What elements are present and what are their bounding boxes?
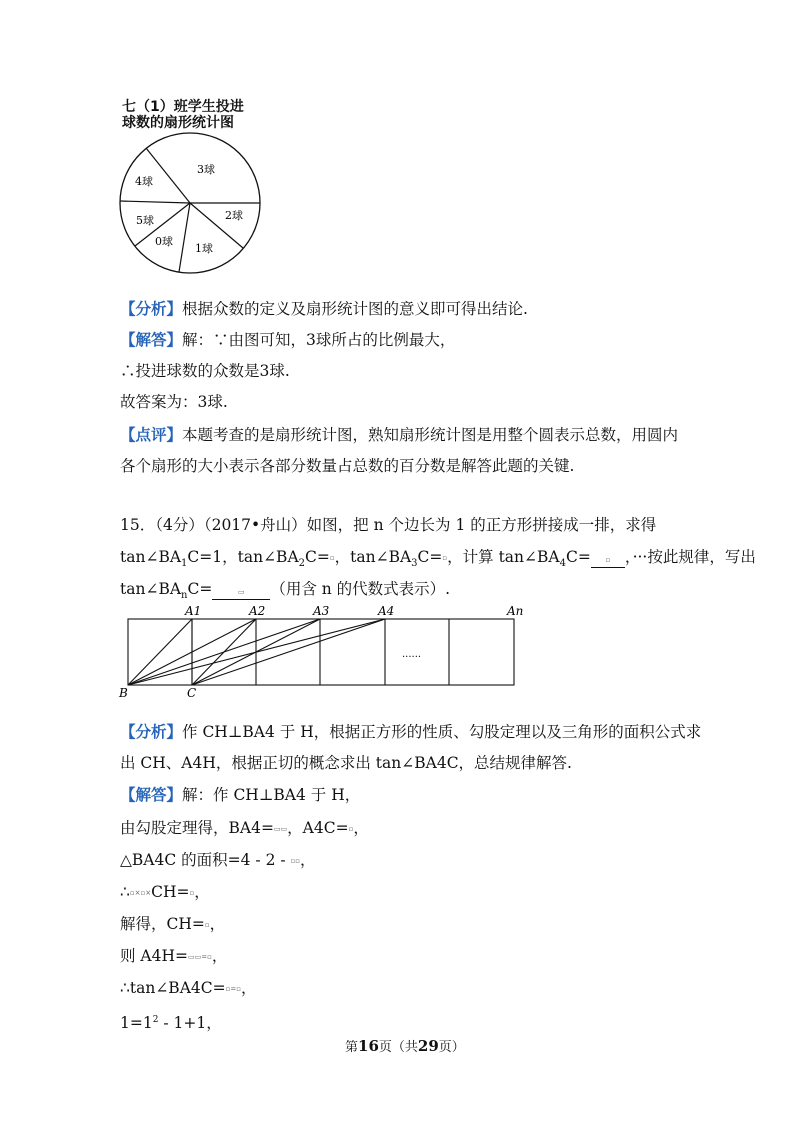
- answer-blank-2: ▭: [212, 585, 270, 601]
- q15-text: tan∠BA: [120, 548, 182, 566]
- analysis15-tag: 【分析】: [120, 722, 183, 741]
- analysis14-text: 根据众数的定义及扇形统计图的意义即可得出结论.: [182, 300, 528, 318]
- pie-divider-3: [120, 201, 190, 203]
- answer15-text: 1=1: [120, 1014, 153, 1033]
- answer14-line2: ∴投进球数的众数是3球.: [120, 362, 290, 380]
- squares-figure: [115, 602, 535, 700]
- answer15-text: △BA4C 的面积=4 - 2 -: [120, 851, 291, 869]
- answer15-line4: ∴▫×▫×CH=▫，: [120, 883, 210, 901]
- formula-image: ▫▫: [290, 857, 301, 865]
- q15-text: ，计算 tan∠BA: [447, 548, 560, 566]
- pie-label-0: 0球: [155, 235, 173, 248]
- label-a1: A1: [185, 604, 202, 618]
- pie-chart: [115, 128, 275, 278]
- comment14-line1: [120, 425, 678, 445]
- answer15-text: - 1+1，: [158, 1014, 222, 1033]
- q15-text: C=: [305, 548, 330, 566]
- q15-line2: $\tan\angle BA_1C=1$，$\tan\angle BA_2C=▫$，$\tan\angle BA_3C=▫$，计算 $\tan\angle BA_4C=$ ▫ ，···按此规律，写出: [120, 548, 756, 570]
- q15-text: tan∠BA: [120, 580, 182, 598]
- answer14-line3: 故答案为：3球.: [120, 393, 228, 411]
- comment14-tag: 【点评】: [120, 425, 183, 444]
- figure-dots: ......: [402, 649, 422, 660]
- footer-text: 页）: [438, 1040, 465, 1055]
- page-total: 29: [417, 1037, 439, 1055]
- q15-line3: $\tan\angle BA_nC=$ ▭ （用含 n 的代数式表示）.: [120, 580, 451, 602]
- label-b: B: [119, 686, 128, 700]
- answer15-text: ∴: [120, 883, 130, 901]
- formula-image: ▫=▫: [225, 985, 241, 993]
- pie-label-1: 1球: [195, 242, 213, 255]
- analysis15-line1: [120, 722, 701, 742]
- answer14-tag: 【解答】: [120, 330, 183, 349]
- footer-text: 第: [345, 1040, 359, 1055]
- pie-label-2: 2球: [225, 209, 243, 222]
- answer15-line6: 则 A4H=▭▭=▫，: [120, 947, 228, 965]
- answer15-line8: $1=1^2 - 1+1$，: [120, 1014, 222, 1033]
- fraction-image: ▫: [442, 554, 448, 562]
- q15-line1: 15．（4分）（2017•舟山）如图，把 n 个边长为 1 的正方形拼接成一排，求得: [120, 516, 657, 534]
- pie-divider-5: [179, 203, 190, 272]
- analysis14-line: [120, 299, 528, 319]
- formula-image: ▫: [204, 921, 210, 929]
- page-footer: [345, 1036, 465, 1055]
- answer15-line2: 由勾股定理得，BA4=▭▭，A4C=▫，: [120, 819, 369, 837]
- formula-image: ▭▭=▫: [188, 953, 212, 961]
- answer15-text: ，A4C=: [287, 819, 349, 837]
- footer-text: 页（共: [378, 1040, 418, 1055]
- analysis14-tag: 【分析】: [120, 299, 183, 318]
- answer14-text1: 解：∵由图可知，3球所占的比例最大，: [182, 331, 456, 349]
- answer15-line7: ∴tan∠BA4C=▫=▫，: [120, 979, 257, 997]
- answer15-tag: 【解答】: [120, 785, 183, 804]
- answer15-line3: △BA4C 的面积=4 - 2 - ▫▫，: [120, 851, 316, 869]
- answer15-line5: 解得，CH=▫，: [120, 915, 226, 933]
- analysis15-line2: 出 CH、A4H，根据正切的概念求出 tan∠BA4C，总结规律解答.: [120, 754, 572, 772]
- formula-image: ▫×▫×: [129, 889, 152, 897]
- pie-label-5: 5球: [136, 214, 154, 227]
- q15-text: C=1，tan∠BA: [187, 548, 299, 566]
- squares-outline: [128, 619, 514, 685]
- q15-text: ，tan∠BA: [334, 548, 412, 566]
- answer15-text: 则 A4H=: [120, 947, 188, 965]
- fraction-image: ▫: [329, 554, 335, 562]
- answer15-line1: [120, 785, 360, 805]
- pie-label-3: 3球: [197, 163, 215, 176]
- comment14-line2: 各个扇形的大小表示各部分数量占总数的百分数是解答此题的关键.: [120, 457, 575, 475]
- answer15-text: CH=: [151, 883, 190, 901]
- label-an: An: [507, 604, 524, 618]
- label-a4: A4: [378, 604, 395, 618]
- analysis15-text1: 作 CH⊥BA4 于 H，根据正方形的性质、勾股定理以及三角形的面积公式求: [182, 723, 702, 741]
- label-c: C: [187, 686, 197, 700]
- q15-text: C=: [187, 580, 213, 598]
- answer-blank-1: ▫: [591, 553, 625, 569]
- pie-label-4: 4球: [135, 175, 153, 188]
- page-number: 16: [358, 1037, 379, 1055]
- answer15-text: ∴tan∠BA4C=: [120, 979, 226, 997]
- formula-image: ▫: [348, 825, 354, 833]
- answer15-text1: 解：作 CH⊥BA4 于 H，: [182, 786, 361, 804]
- pie-title-line1: 七（1）班学生投进: [122, 99, 244, 115]
- q15-text: （用含 n 的代数式表示）.: [270, 580, 451, 598]
- label-a2: A2: [249, 604, 266, 618]
- pie-title-line2: 球数的扇形统计图: [122, 115, 234, 131]
- answer15-text: 解得，CH=: [120, 915, 205, 933]
- formula-image: ▭▭: [273, 825, 288, 833]
- q15-text: C=: [565, 548, 591, 566]
- answer15-text: 由勾股定理得，BA4=: [120, 819, 274, 837]
- formula-image: ▫: [189, 889, 195, 897]
- q15-text: ，···按此规律，写出: [624, 548, 756, 566]
- comment14-text1: 本题考查的是扇形统计图，熟知扇形统计图是用整个圆表示总数，用圆内: [182, 426, 679, 444]
- q15-text: C=: [417, 548, 443, 566]
- answer14-line1: [120, 330, 455, 350]
- label-a3: A3: [313, 604, 330, 618]
